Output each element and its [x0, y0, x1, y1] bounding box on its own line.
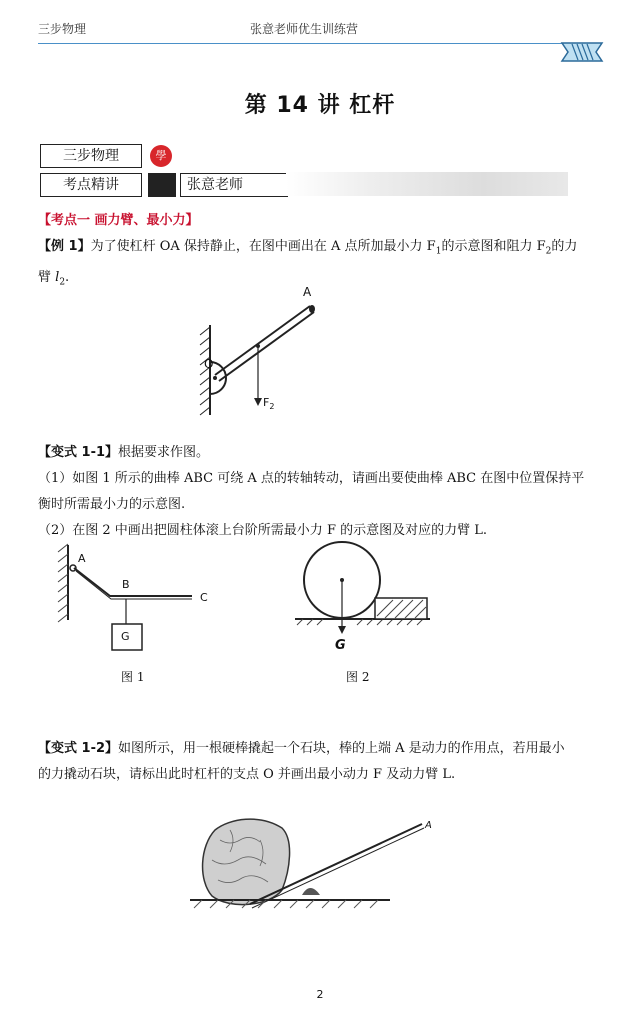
variant2-text-b: 的力撬动石块，请标出此时杠杆的支点 O 并画出最小动力 F 及动力臂 L. — [38, 767, 456, 782]
seal-icon — [150, 145, 172, 167]
crowbar-label-A: A — [425, 820, 432, 831]
brand-label: 三步物理 — [63, 148, 119, 164]
example-label: 【例 1】 — [38, 239, 91, 254]
topic-box — [40, 173, 142, 197]
example-text-2: 的示意图和阻力 F — [441, 239, 546, 254]
caption-fig1: 图 1 — [121, 670, 145, 684]
crowbar-diagram — [190, 810, 440, 920]
label-A: A — [303, 285, 312, 299]
topic-label: 考点精讲 — [63, 177, 119, 193]
variant1-item2: （2）在图 2 中画出把圆柱体滚上台阶所需最小力 F 的示意图及对应的力臂 L. — [38, 523, 487, 538]
teacher-box — [180, 173, 288, 197]
lever-diagram — [190, 280, 330, 420]
variant2 — [38, 736, 603, 788]
variant2-text-a: 如图所示，用一根硬棒撬起一个石块，棒的上端 A 是动力的作用点，若用最小 — [118, 741, 565, 756]
label-F2-text: F — [263, 396, 270, 409]
black-square — [148, 173, 176, 197]
blurred-banner — [286, 172, 568, 196]
figure2-diagram — [295, 540, 435, 660]
header-center: 张意老师优生训练营 — [250, 22, 359, 36]
section-heading — [38, 208, 199, 234]
example-sub-1: 1 — [435, 246, 442, 257]
page-title: 第 14 讲 杠杆 — [244, 93, 396, 118]
fig1-label-G: G — [121, 630, 130, 643]
fig1-label-B: B — [122, 578, 130, 591]
example-text-1: 为了使杠杆 OA 保持静止，在图中画出在 A 点所加最小力 F — [90, 239, 436, 254]
page-number: 2 — [316, 988, 324, 1001]
variant2-label: 【变式 1-2】 — [38, 741, 119, 756]
example-text-3: 的力 — [551, 239, 578, 254]
fig1-label-C: C — [200, 591, 208, 604]
label-F2 — [263, 396, 274, 411]
seal-char: 學 — [155, 149, 167, 162]
variant1-label: 【变式 1-1】 — [38, 445, 119, 460]
example-sub-3: 2 — [59, 277, 66, 288]
teacher-label: 张意老师 — [187, 177, 243, 193]
header-left: 三步物理 — [38, 22, 87, 36]
header-logo-icon — [560, 40, 604, 64]
example-text-5: . — [65, 269, 70, 285]
brand-box — [40, 144, 142, 168]
example-text-4: 臂 — [38, 269, 56, 285]
label-F2-sub: 2 — [269, 402, 275, 412]
example-sub-2: 2 — [545, 246, 552, 257]
variant1-item1a: （1）如图 1 所示的曲棒 ABC 可绕 A 点的转轴转动，请画出要使曲棒 ABC 在图中位置保持平 — [38, 471, 585, 486]
fig1-label-A: A — [78, 552, 86, 565]
variant1-item1b: 衡时所需最小力的示意图. — [38, 497, 186, 512]
caption-fig2: 图 2 — [346, 670, 370, 684]
label-O: O — [204, 357, 214, 371]
fig2-label-G: G — [335, 638, 346, 653]
example-l: l — [55, 269, 60, 285]
header-divider — [38, 43, 568, 44]
variant1 — [38, 440, 603, 544]
section-heading-text: 【考点一 画力臂、最小力】 — [38, 213, 199, 228]
variant1-text: 根据要求作图。 — [118, 445, 210, 460]
